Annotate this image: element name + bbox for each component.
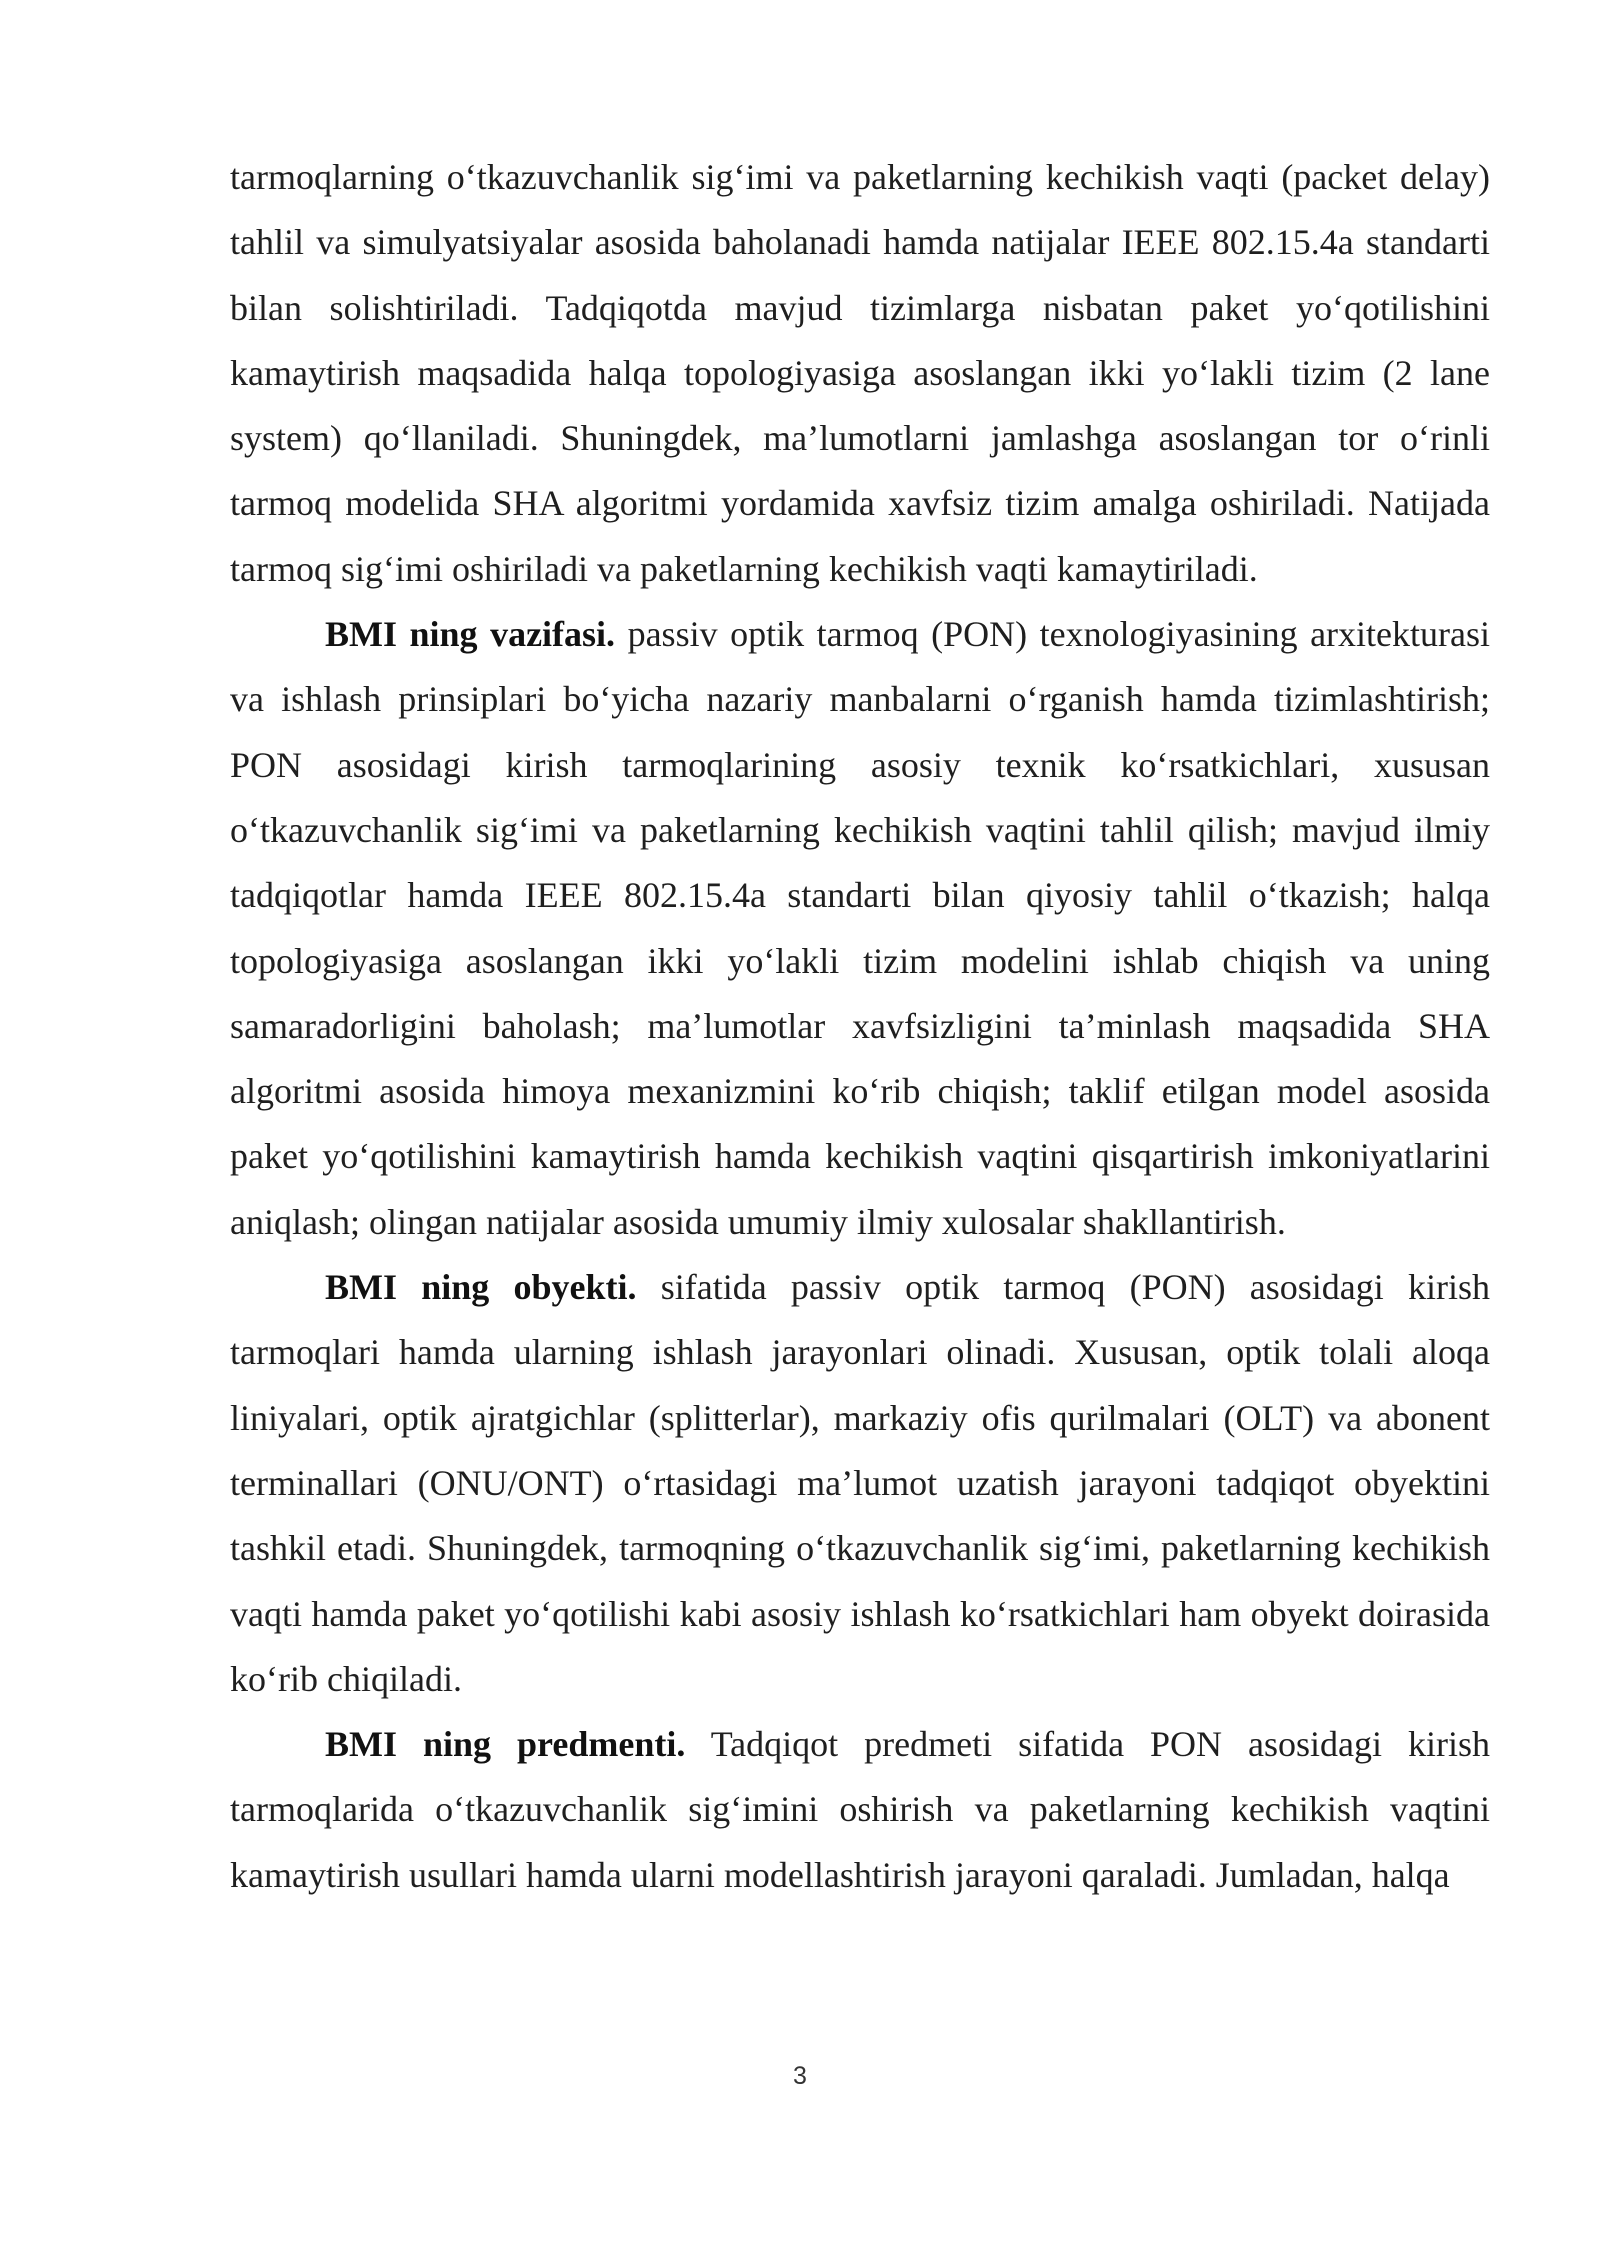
paragraph-vazifasi [230, 602, 1490, 1255]
body-text [230, 145, 1490, 1908]
paragraph-heading: BMI ning obyekti. [325, 1267, 637, 1308]
paragraph-text: tarmoqlarning o‘tkazuvchanlik sig‘imi va paketlarning kechikish vaqti (packet delay) tahlil va simulyatsiyalar asosida baholanadi hamda natijalar IEEE 802.15.4a standarti bilan solishtiriladi. Tadqiqotda mavjud tizimlarga nisbatan paket yo‘qotilishini kamaytirish maqsadida halqa topologiyasiga asoslangan ikki yo‘lakli tizim (2 lane system) qo‘llaniladi. Shuningdek, ma’lumotlarni jamlashga asoslangan tor o‘rinli tarmoq modelida SHA algoritmi yordamida xavfsiz tizim amalga oshiriladi. Natijada tarmoq sig‘imi oshiriladi va paketlarning kechikish vaqti kamaytiriladi. [230, 157, 1490, 589]
paragraph-text: sifatida passiv optik tarmoq (PON) asosidagi kirish tarmoqlari hamda ularning ishlash jarayonlari olinadi. Xususan, optik tolali aloqa liniyalari, optik ajratgichlar (splitterlar), markaziy ofis qurilmalari (OLT) va abonent terminallari (ONU/ONT) o‘rtasidagi ma’lumot uzatish jarayoni tadqiqot obyektini tashkil etadi. Shuningdek, tarmoqning o‘tkazuvchanlik sig‘imi, paketlarning kechikish vaqti hamda paket yo‘qotilishi kabi asosiy ishlash ko‘rsatkichlari ham obyekt doirasida ko‘rib chiqiladi. [230, 1267, 1491, 1699]
page-number: 3 [793, 2062, 807, 2090]
paragraph-continuation [230, 145, 1490, 602]
paragraph-obyekti [230, 1255, 1490, 1712]
paragraph-predmenti [230, 1712, 1490, 1908]
paragraph-text: passiv optik tarmoq (PON) texnologiyasining arxitekturasi va ishlash prinsiplari bo‘yicha nazariy manbalarni o‘rganish hamda tizimlashtirish; PON asosidagi kirish tarmoqlarining asosiy texnik ko‘rsatkichlari, xususan o‘tkazuvchanlik sig‘imi va paketlarning kechikish vaqtini tahlil qilish; mavjud ilmiy tadqiqotlar hamda IEEE 802.15.4a standarti bilan qiyosiy tahlil o‘tkazish; halqa topologiyasiga asoslangan ikki yo‘lakli tizim modelini ishlab chiqish va uning samaradorligini baholash; ma’lumotlar xavfsizligini ta’minlash maqsadida SHA algoritmi asosida himoya mexanizmini ko‘rib chiqish; taklif etilgan model asosida paket yo‘qotilishini kamaytirish hamda kechikish vaqtini qisqartirish imkoniyatlarini aniqlash; olingan natijalar asosida umumiy ilmiy xulosalar shakllantirish. [230, 614, 1491, 1242]
paragraph-text: Tadqiqot predmeti sifatida PON asosidagi kirish tarmoqlarida o‘tkazuvchanlik sig‘imini oshirish va paketlarning kechikish vaqtini kamaytirish usullari hamda ularni modellashtirish jarayoni qaraladi. Jumladan, halqa [230, 1724, 1491, 1895]
paragraph-heading: BMI ning vazifasi. [325, 614, 616, 655]
paragraph-heading: BMI ning predmenti. [325, 1724, 686, 1765]
